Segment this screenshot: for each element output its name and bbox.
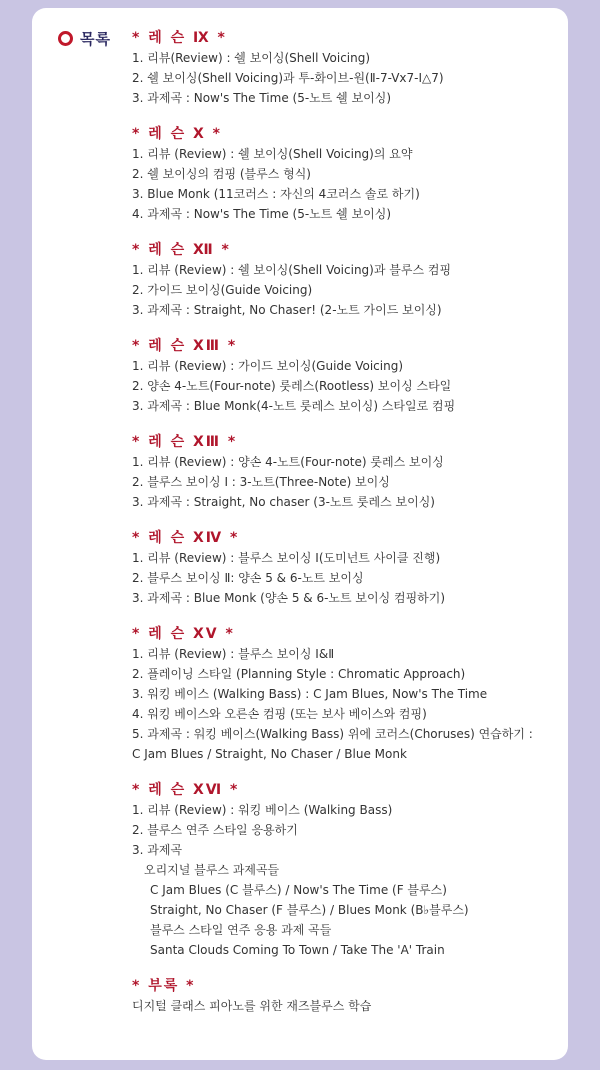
- lesson-section: [132, 28, 562, 108]
- lesson-title: * 레 슨 ⅩⅣ *: [132, 530, 240, 546]
- lesson-title: * 레 슨 ⅩⅥ *: [132, 782, 240, 798]
- lesson-section: [132, 528, 562, 608]
- appendix-item: 디지털 클래스 피아노를 위한 재즈블루스 학습: [132, 999, 372, 1013]
- lesson-item: 2. 양손 4-노트(Four-note) 룻레스(Rootless) 보이싱 스타일: [132, 379, 452, 393]
- lesson-item: 3. 과제곡: [132, 843, 183, 857]
- lesson-title: * 레 슨 ⅩⅢ *: [132, 338, 238, 354]
- lesson-item: 1. 리뷰 (Review) : 워킹 베이스 (Walking Bass): [132, 803, 393, 817]
- lesson-section: [132, 624, 562, 764]
- lesson-title: * 레 슨 Ⅸ *: [132, 30, 227, 46]
- lesson-section: [132, 780, 562, 960]
- lesson-section: [132, 124, 562, 224]
- lesson-item: 2. 플레이닝 스타일 (Planning Style : Chromatic Approach): [132, 667, 466, 681]
- lesson-item: 1. 리뷰 (Review) : 쉘 보이싱(Shell Voicing)과 블루스 컴핑: [132, 263, 452, 277]
- lesson-title: * 레 슨 Ⅹ *: [132, 126, 222, 142]
- lesson-subitem: Straight, No Chaser (F 블루스) / Blues Monk (B♭블루스): [150, 903, 469, 917]
- lesson-section: [132, 432, 562, 512]
- lesson-item: 2. 블루스 보이싱 Ⅱ: 양손 5 & 6-노트 보이싱: [132, 571, 364, 585]
- lesson-item: 3. 과제곡 : Now's The Time (5-노트 쉘 보이싱): [132, 91, 392, 105]
- lesson-item: 1. 리뷰 (Review) : 블루스 보이싱 Ⅰ(도미넌트 사이클 진행): [132, 551, 441, 565]
- lesson-item: 3. Blue Monk (11코러스 : 자신의 4코러스 솔로 하기): [132, 187, 420, 201]
- lesson-item: 2. 블루스 연주 스타일 응용하기: [132, 823, 298, 837]
- toc-title: 목록: [80, 30, 111, 48]
- lesson-item: 4. 과제곡 : Now's The Time (5-노트 쉘 보이싱): [132, 207, 392, 221]
- lesson-title: * 레 슨 ⅩⅢ *: [132, 434, 238, 450]
- lesson-item: 1. 리뷰 (Review) : 쉘 보이싱(Shell Voicing)의 요약: [132, 147, 413, 161]
- lesson-subitem: C Jam Blues (C 블루스) / Now's The Time (F 블루스): [150, 883, 447, 897]
- lesson-item: 2. 쉘 보이싱의 컴핑 (블루스 형식): [132, 167, 311, 181]
- lesson-item: 2. 가이드 보이싱(Guide Voicing): [132, 283, 313, 297]
- lesson-item: 3. 과제곡 : Straight, No chaser (3-노트 룻레스 보이싱): [132, 495, 435, 509]
- lesson-subitem: 오리지널 블루스 과제곡들: [144, 863, 280, 877]
- lesson-item: 5. 과제곡 : 워킹 베이스(Walking Bass) 위에 코러스(Choruses) 연습하기 :: [132, 727, 533, 741]
- lesson-item: 4. 워킹 베이스와 오른손 컴핑 (또는 보사 베이스와 컴핑): [132, 707, 427, 721]
- lesson-subitem: Santa Clouds Coming To Town / Take The 'A' Train: [150, 943, 445, 957]
- lesson-item: 3. 과제곡 : Blue Monk(4-노트 룻레스 보이싱) 스타일로 컴핑: [132, 399, 456, 413]
- lesson-item: 3. 과제곡 : Blue Monk (양손 5 & 6-노트 보이싱 컴핑하기): [132, 591, 446, 605]
- lesson-list: [132, 28, 562, 1032]
- appendix-section: [132, 976, 562, 1016]
- lesson-item: 1. 리뷰(Review) : 쉘 보이싱(Shell Voicing): [132, 51, 371, 65]
- lesson-section: [132, 336, 562, 416]
- lesson-title: * 레 슨 ⅩⅤ *: [132, 626, 235, 642]
- lesson-item: 1. 리뷰 (Review) : 블루스 보이싱 Ⅰ&Ⅱ: [132, 647, 335, 661]
- circle-bullet-icon: [58, 31, 73, 46]
- lesson-item: 3. 과제곡 : Straight, No Chaser! (2-노트 가이드 보이싱): [132, 303, 442, 317]
- toc-header: [58, 28, 111, 49]
- lesson-section: [132, 240, 562, 320]
- lesson-item: C Jam Blues / Straight, No Chaser / Blue Monk: [132, 747, 407, 761]
- lesson-title: * 레 슨 Ⅻ *: [132, 242, 231, 258]
- appendix-title: * 부록 *: [132, 978, 196, 994]
- lesson-subitem: 블루스 스타일 연주 응용 과제 곡들: [150, 923, 332, 937]
- lesson-item: 3. 워킹 베이스 (Walking Bass) : C Jam Blues, Now's The Time: [132, 687, 488, 701]
- lesson-item: 1. 리뷰 (Review) : 가이드 보이싱(Guide Voicing): [132, 359, 404, 373]
- lesson-item: 1. 리뷰 (Review) : 양손 4-노트(Four-note) 룻레스 보이싱: [132, 455, 444, 469]
- lesson-item: 2. 블루스 보이싱 Ⅰ : 3-노트(Three-Note) 보이싱: [132, 475, 390, 489]
- lesson-item: 2. 쉘 보이싱(Shell Voicing)과 투-화이브-원(Ⅱ-7-Vx7-Ⅰ△7): [132, 71, 444, 85]
